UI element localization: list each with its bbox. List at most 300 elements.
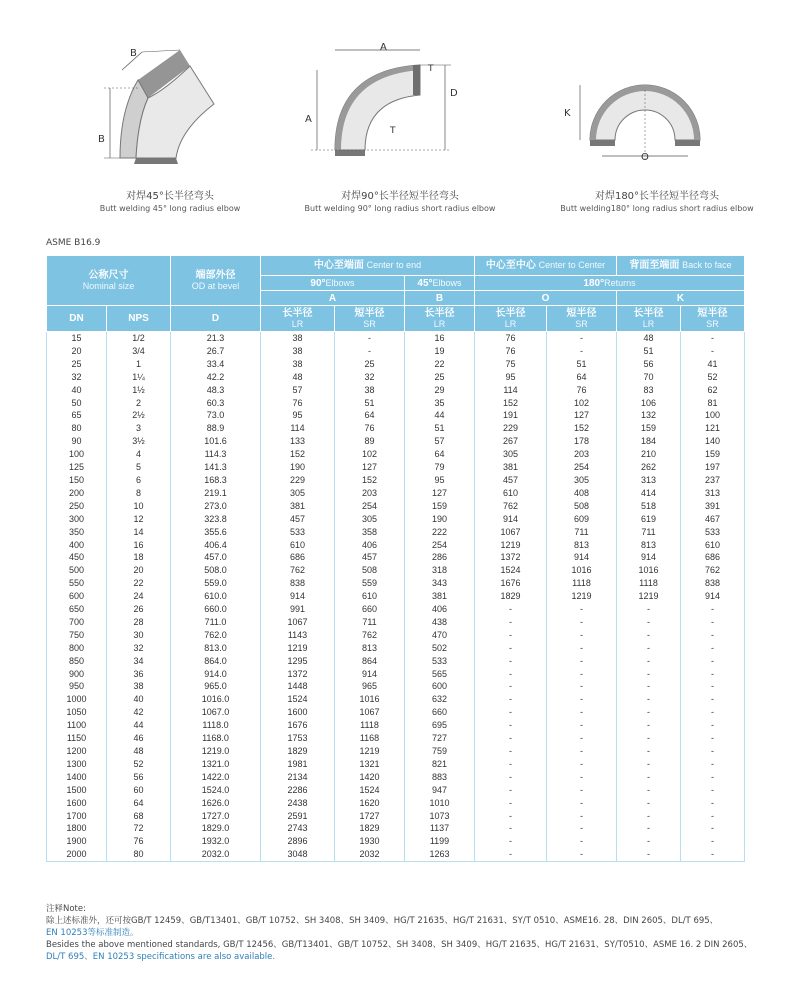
table-cell: 1067.0 — [171, 706, 261, 719]
table-cell: 914 — [547, 551, 617, 564]
table-cell: 559 — [335, 577, 405, 590]
table-cell: 550 — [47, 577, 107, 590]
table-cell: 1676 — [261, 719, 335, 732]
table-cell: 700 — [47, 616, 107, 629]
table-cell: 610.0 — [171, 590, 261, 603]
table-cell: 632 — [405, 693, 475, 706]
table-cell: 457 — [475, 474, 547, 487]
table-cell: 1930 — [335, 835, 405, 848]
table-cell: 237 — [681, 474, 745, 487]
table-cell: 800 — [47, 642, 107, 655]
table-body — [47, 332, 745, 862]
dim-label-t-top: T — [428, 64, 434, 74]
table-cell: 250 — [47, 500, 107, 513]
elbow-dimension-table — [46, 255, 745, 862]
table-cell: 56 — [107, 771, 171, 784]
table-cell: 533 — [261, 526, 335, 539]
table-cell: - — [681, 616, 745, 629]
table-cell: 81 — [681, 397, 745, 410]
table-cell: 947 — [405, 784, 475, 797]
table-row — [47, 745, 745, 758]
table-cell: 1168 — [335, 732, 405, 745]
elbow-45-label: 45° — [417, 277, 433, 289]
nominal-size-header — [47, 256, 171, 306]
table-cell: 4 — [107, 448, 171, 461]
table-cell: - — [547, 616, 617, 629]
table-cell: 30 — [107, 629, 171, 642]
table-cell: 133 — [261, 435, 335, 448]
table-cell: 89 — [335, 435, 405, 448]
table-cell: 300 — [47, 513, 107, 526]
table-cell: 60 — [107, 784, 171, 797]
table-cell: 56 — [617, 358, 681, 371]
table-cell: 3 — [107, 422, 171, 435]
caption-90-en: Butt welding 90° long radius short radius elbow — [304, 204, 496, 213]
table-row — [47, 409, 745, 422]
table-cell: - — [681, 706, 745, 719]
table-cell: 1321 — [335, 758, 405, 771]
table-cell: - — [681, 758, 745, 771]
table-cell: 40 — [47, 384, 107, 397]
sr-en: SR — [575, 318, 588, 329]
table-cell: 42 — [107, 706, 171, 719]
table-cell: 1676 — [475, 577, 547, 590]
table-cell: 711.0 — [171, 616, 261, 629]
table-cell: - — [681, 680, 745, 693]
table-cell: 2591 — [261, 810, 335, 823]
table-cell: 762 — [261, 564, 335, 577]
table-cell: - — [617, 732, 681, 745]
table-cell: - — [617, 668, 681, 681]
table-cell: 267 — [475, 435, 547, 448]
table-cell: 533 — [405, 655, 475, 668]
returns-180-en: Returns — [604, 277, 636, 288]
table-row — [47, 719, 745, 732]
table-cell: 813 — [617, 539, 681, 552]
caption-180-zh: 对焊180°长半径短半径弯头 — [594, 191, 720, 202]
lr-en: LR — [642, 318, 655, 329]
table-cell: - — [681, 332, 745, 345]
table-cell: - — [617, 758, 681, 771]
table-cell: 559.0 — [171, 577, 261, 590]
table-row — [47, 332, 745, 345]
table-cell: 152 — [261, 448, 335, 461]
table-cell: 414 — [617, 487, 681, 500]
table-cell: 1932.0 — [171, 835, 261, 848]
table-cell: 305 — [475, 448, 547, 461]
table-cell: 408 — [547, 487, 617, 500]
table-cell: 80 — [47, 422, 107, 435]
table-cell: 51 — [617, 345, 681, 358]
table-cell: 1700 — [47, 810, 107, 823]
table-row — [47, 590, 745, 603]
table-cell: 508 — [547, 500, 617, 513]
table-cell: - — [681, 822, 745, 835]
table-cell: 1620 — [335, 797, 405, 810]
table-cell: - — [547, 706, 617, 719]
table-cell: 20 — [47, 345, 107, 358]
table-cell: 467 — [681, 513, 745, 526]
table-cell: 44 — [107, 719, 171, 732]
table-cell: - — [547, 732, 617, 745]
table-cell: 750 — [47, 629, 107, 642]
table-cell: 222 — [405, 526, 475, 539]
table-cell: 38 — [261, 345, 335, 358]
header-row-4 — [47, 306, 745, 332]
table-cell: - — [547, 822, 617, 835]
table-cell: - — [617, 616, 681, 629]
table-cell: - — [681, 345, 745, 358]
table-cell: 991 — [261, 603, 335, 616]
table-cell: 1219 — [617, 590, 681, 603]
table-cell: 20 — [107, 564, 171, 577]
lr-en: LR — [433, 318, 446, 329]
table-row — [47, 345, 745, 358]
table-cell: 38 — [335, 384, 405, 397]
table-cell: 64 — [107, 797, 171, 810]
table-cell: 150 — [47, 474, 107, 487]
table-row — [47, 474, 745, 487]
table-cell: 1016 — [547, 564, 617, 577]
dim-label-o: O — [641, 152, 649, 163]
figure-180-return — [560, 70, 740, 170]
table-cell: 1800 — [47, 822, 107, 835]
table-cell: 10 — [107, 500, 171, 513]
table-cell: 711 — [617, 526, 681, 539]
table-cell: 229 — [261, 474, 335, 487]
table-cell: 1/2 — [107, 332, 171, 345]
table-cell: 70 — [617, 371, 681, 384]
table-cell: 32 — [47, 371, 107, 384]
table-cell: 3/4 — [107, 345, 171, 358]
table-cell: 1263 — [405, 848, 475, 861]
table-row — [47, 784, 745, 797]
table-cell: 1073 — [405, 810, 475, 823]
table-cell: 8 — [107, 487, 171, 500]
table-cell: 1829 — [261, 745, 335, 758]
figure-45-elbow — [80, 30, 240, 180]
table-cell: 1118 — [617, 577, 681, 590]
dn-header: DN — [47, 306, 107, 332]
table-cell: 381 — [475, 461, 547, 474]
table-cell: 2000 — [47, 848, 107, 861]
table-cell: 76 — [335, 422, 405, 435]
table-cell: - — [475, 680, 547, 693]
table-cell: 254 — [335, 500, 405, 513]
table-cell: 76 — [107, 835, 171, 848]
table-cell: - — [617, 745, 681, 758]
table-cell: 3048 — [261, 848, 335, 861]
table-cell: - — [617, 810, 681, 823]
col-b-header: B — [405, 291, 475, 306]
table-cell: 190 — [405, 513, 475, 526]
table-cell: 1067 — [335, 706, 405, 719]
table-cell: 219.1 — [171, 487, 261, 500]
table-cell: 152 — [475, 397, 547, 410]
table-cell: 470 — [405, 629, 475, 642]
table-cell: 533 — [681, 526, 745, 539]
table-cell: 34 — [107, 655, 171, 668]
table-cell: 502 — [405, 642, 475, 655]
table-cell: 864 — [335, 655, 405, 668]
table-cell: 2032 — [335, 848, 405, 861]
nominal-en: Nominal size — [82, 280, 135, 291]
table-cell: 191 — [475, 409, 547, 422]
table-cell: 1016 — [335, 693, 405, 706]
table-cell: 95 — [261, 409, 335, 422]
table-cell: 406.4 — [171, 539, 261, 552]
table-cell: - — [475, 629, 547, 642]
table-cell: - — [617, 642, 681, 655]
table-cell: 44 — [405, 409, 475, 422]
table-cell: 2032.0 — [171, 848, 261, 861]
figure-90-elbow — [295, 40, 485, 170]
table-cell: 650 — [47, 603, 107, 616]
table-cell: 1118 — [335, 719, 405, 732]
table-cell: 914 — [617, 551, 681, 564]
table-cell: - — [547, 655, 617, 668]
table-cell: 286 — [405, 551, 475, 564]
table-cell: - — [617, 771, 681, 784]
table-cell: - — [547, 693, 617, 706]
table-cell: 38 — [261, 358, 335, 371]
table-cell: 52 — [681, 371, 745, 384]
notes-zh-line1: 除上述标准外，还可按GB/T 12459、GB/T13401、GB/T 10752、SH 3408、SH 3409、HG/T 21635、HG/T 21631、SY/T 0510、ASME16. 28、DIN 2605、DL/T 695、 — [46, 916, 719, 926]
caption-180-en: Butt welding180° long radius short radius elbow — [560, 204, 754, 213]
table-cell: 32 — [107, 642, 171, 655]
elbow-45-header — [405, 276, 475, 291]
table-cell: 2438 — [261, 797, 335, 810]
table-cell: 178 — [547, 435, 617, 448]
table-cell: 1727 — [335, 810, 405, 823]
table-cell: - — [547, 603, 617, 616]
table-row — [47, 526, 745, 539]
table-cell: 3½ — [107, 435, 171, 448]
table-cell: - — [617, 835, 681, 848]
cte-zh: 中心至端面 — [313, 260, 364, 271]
dim-label-d: D — [450, 88, 458, 99]
table-cell: - — [475, 784, 547, 797]
table-cell: 400 — [47, 539, 107, 552]
caption-90-zh: 对焊90°长半径短半径弯头 — [341, 191, 459, 202]
table-cell: 114 — [475, 384, 547, 397]
table-cell: 254 — [547, 461, 617, 474]
table-cell: 660 — [335, 603, 405, 616]
table-cell: 1219.0 — [171, 745, 261, 758]
sr-en: SR — [706, 318, 719, 329]
table-cell: 600 — [405, 680, 475, 693]
table-cell: - — [617, 680, 681, 693]
table-cell: 80 — [107, 848, 171, 861]
table-cell: 883 — [405, 771, 475, 784]
table-cell: - — [475, 835, 547, 848]
table-cell: 2286 — [261, 784, 335, 797]
table-cell: 50 — [47, 397, 107, 410]
table-cell: 1¼ — [107, 371, 171, 384]
table-cell: 1600 — [47, 797, 107, 810]
caption-45-elbow — [40, 190, 300, 214]
table-cell: - — [547, 848, 617, 861]
table-cell: 65 — [47, 409, 107, 422]
table-cell: 125 — [47, 461, 107, 474]
table-cell: - — [475, 745, 547, 758]
table-cell: 114 — [261, 422, 335, 435]
return-180-drawing — [560, 70, 740, 170]
table-cell: 406 — [335, 539, 405, 552]
table-cell: 22 — [405, 358, 475, 371]
table-cell: - — [617, 693, 681, 706]
caption-45-zh: 对焊45°长半径弯头 — [126, 191, 214, 202]
table-cell: 25 — [47, 358, 107, 371]
table-cell: 1143 — [261, 629, 335, 642]
table-cell: - — [547, 758, 617, 771]
table-row — [47, 539, 745, 552]
table-cell: 323.8 — [171, 513, 261, 526]
table-cell: 1524 — [261, 693, 335, 706]
table-cell: - — [475, 822, 547, 835]
table-row — [47, 371, 745, 384]
table-cell: 38 — [107, 680, 171, 693]
table-cell: 48 — [617, 332, 681, 345]
table-cell: 914.0 — [171, 668, 261, 681]
table-cell: - — [617, 822, 681, 835]
cte-en: Center to end — [366, 260, 422, 270]
table-cell: - — [681, 797, 745, 810]
ctc-zh: 中心至中心 — [485, 260, 536, 271]
table-cell: - — [681, 771, 745, 784]
lr-zh: 长半径 — [633, 307, 664, 319]
table-row — [47, 797, 745, 810]
table-cell: - — [475, 668, 547, 681]
elbow-figures — [0, 0, 790, 225]
table-cell: 305 — [547, 474, 617, 487]
table-cell: 127 — [547, 409, 617, 422]
table-cell: - — [617, 797, 681, 810]
table-row — [47, 758, 745, 771]
table-cell: - — [547, 332, 617, 345]
table-cell: 15 — [47, 332, 107, 345]
table-row — [47, 577, 745, 590]
table-cell: - — [617, 784, 681, 797]
table-cell: 51 — [547, 358, 617, 371]
table-cell: 508 — [335, 564, 405, 577]
table-cell: 102 — [547, 397, 617, 410]
lr-en: LR — [291, 318, 304, 329]
table-cell: 24 — [107, 590, 171, 603]
table-cell: 95 — [475, 371, 547, 384]
table-cell: 914 — [335, 668, 405, 681]
table-cell: 141.3 — [171, 461, 261, 474]
table-cell: 25 — [335, 358, 405, 371]
table-cell: 762 — [335, 629, 405, 642]
table-cell: - — [475, 655, 547, 668]
table-cell: 1420 — [335, 771, 405, 784]
table-cell: - — [475, 616, 547, 629]
table-cell: 76 — [261, 397, 335, 410]
table-cell: 190 — [261, 461, 335, 474]
lr-en: LR — [504, 318, 517, 329]
lr-zh: 长半径 — [495, 307, 526, 319]
table-cell: 343 — [405, 577, 475, 590]
table-cell: 318 — [405, 564, 475, 577]
table-cell: 52 — [107, 758, 171, 771]
table-cell: 5 — [107, 461, 171, 474]
table-cell: 14 — [107, 526, 171, 539]
table-cell: - — [681, 784, 745, 797]
table-cell: 36 — [107, 668, 171, 681]
table-cell: - — [547, 680, 617, 693]
table-row — [47, 629, 745, 642]
table-cell: 28 — [107, 616, 171, 629]
table-row — [47, 848, 745, 861]
table-cell: 200 — [47, 487, 107, 500]
table-cell: 660 — [405, 706, 475, 719]
table-cell: - — [547, 810, 617, 823]
table-cell: - — [335, 332, 405, 345]
table-row — [47, 397, 745, 410]
table-cell: - — [681, 603, 745, 616]
table-cell: 1300 — [47, 758, 107, 771]
elbow-45-en: Elbows — [432, 277, 462, 288]
table-cell: 273.0 — [171, 500, 261, 513]
table-cell: 1200 — [47, 745, 107, 758]
o-sr-header — [547, 306, 617, 332]
table-cell: - — [681, 848, 745, 861]
table-cell: 1295 — [261, 655, 335, 668]
table-cell: - — [547, 784, 617, 797]
table-cell: 965.0 — [171, 680, 261, 693]
table-cell: 26 — [107, 603, 171, 616]
table-cell: 313 — [681, 487, 745, 500]
sr-zh: 短半径 — [566, 307, 597, 319]
table-cell: 457 — [335, 551, 405, 564]
table-cell: 1150 — [47, 732, 107, 745]
table-cell: 762.0 — [171, 629, 261, 642]
col-o-header: O — [475, 291, 617, 306]
table-cell: 100 — [681, 409, 745, 422]
table-cell: 660.0 — [171, 603, 261, 616]
table-cell: - — [547, 668, 617, 681]
table-cell: 518 — [617, 500, 681, 513]
elbow-90-header — [261, 276, 405, 291]
col-k-header: K — [617, 291, 745, 306]
standard-label: ASME B16.9 — [46, 238, 101, 248]
table-cell: 727 — [405, 732, 475, 745]
notes-title: 注释Note: — [46, 904, 86, 914]
table-cell: 500 — [47, 564, 107, 577]
table-cell: 305 — [261, 487, 335, 500]
table-cell: - — [617, 603, 681, 616]
table-cell: 159 — [617, 422, 681, 435]
table-cell: 60.3 — [171, 397, 261, 410]
table-cell: 100 — [47, 448, 107, 461]
table-cell: 1199 — [405, 835, 475, 848]
table-cell: 2743 — [261, 822, 335, 835]
table-cell: - — [617, 719, 681, 732]
table-cell: 2½ — [107, 409, 171, 422]
table-cell: 29 — [405, 384, 475, 397]
table-cell: - — [475, 810, 547, 823]
table-cell: 88.9 — [171, 422, 261, 435]
table-cell: - — [681, 810, 745, 823]
table-cell: 1016.0 — [171, 693, 261, 706]
table-cell: 95 — [405, 474, 475, 487]
dim-label-b-side: B — [98, 134, 105, 145]
table-cell: 73.0 — [171, 409, 261, 422]
table-cell: 76 — [475, 345, 547, 358]
a-lr-header — [261, 306, 335, 332]
table-cell: - — [681, 835, 745, 848]
